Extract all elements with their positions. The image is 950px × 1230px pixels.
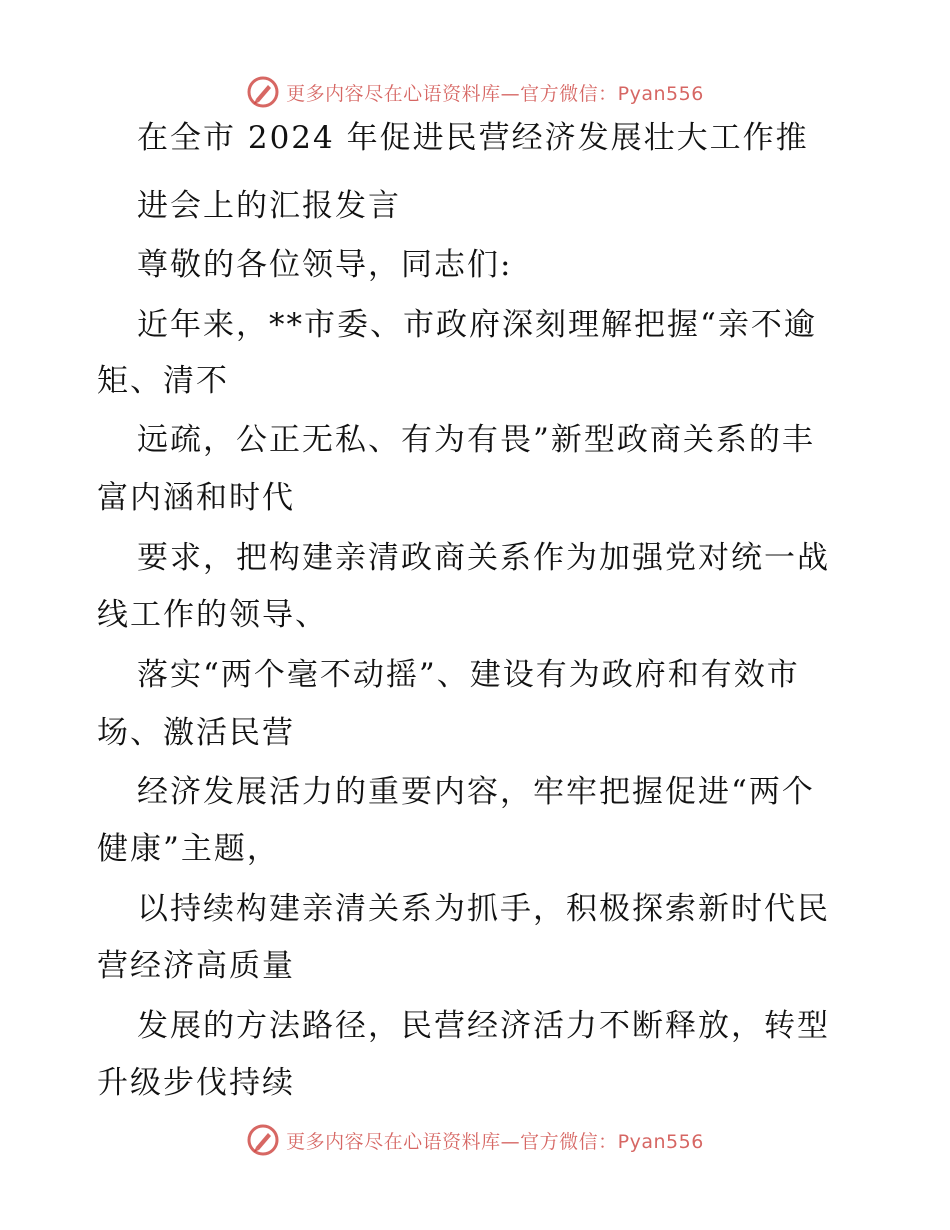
- watermark-text: 更多内容尽在心语资料库—官方微信：Pyan556: [286, 82, 704, 105]
- text-line: 营经济高质量: [97, 948, 295, 984]
- text-line: 场、激活民营: [97, 715, 295, 751]
- text-line: 矩、清不: [97, 363, 229, 399]
- watermark-text: 更多内容尽在心语资料库—官方微信：Pyan556: [286, 1130, 704, 1153]
- text-line: 落实“两个毫不动摇”、建设有为政府和有效市: [137, 657, 800, 693]
- text-line: 线工作的领导、: [97, 597, 328, 633]
- watermark-top: [0, 72, 950, 112]
- title-line-1: 在全市 2024 年促进民营经济发展壮大工作推: [137, 120, 809, 156]
- text-line: 要求，把构建亲清政商关系作为加强党对统一战: [137, 540, 830, 576]
- pen-logo-icon: [246, 1123, 280, 1157]
- text-line: 经济发展活力的重要内容，牢牢把握促进“两个: [137, 774, 815, 810]
- title-line-2: 进会上的汇报发言: [137, 188, 401, 224]
- watermark-bottom: [0, 1120, 950, 1160]
- text-line: 升级步伐持续: [97, 1065, 295, 1101]
- text-line: 以持续构建亲清关系为抓手，积极探索新时代民: [137, 891, 830, 927]
- text-line: 发展的方法路径，民营经济活力不断释放，转型: [137, 1008, 830, 1044]
- text-line: 富内涵和时代: [97, 480, 295, 516]
- text-line: 远疏，公正无私、有为有畏”新型政商关系的丰: [137, 422, 815, 458]
- text-line: 健康”主题，: [97, 831, 280, 867]
- pen-logo-icon: [246, 75, 280, 109]
- salutation: 尊敬的各位领导，同志们:: [137, 247, 513, 283]
- text-line: 近年来，**市委、市政府深刻理解把握“亲不逾: [137, 307, 817, 343]
